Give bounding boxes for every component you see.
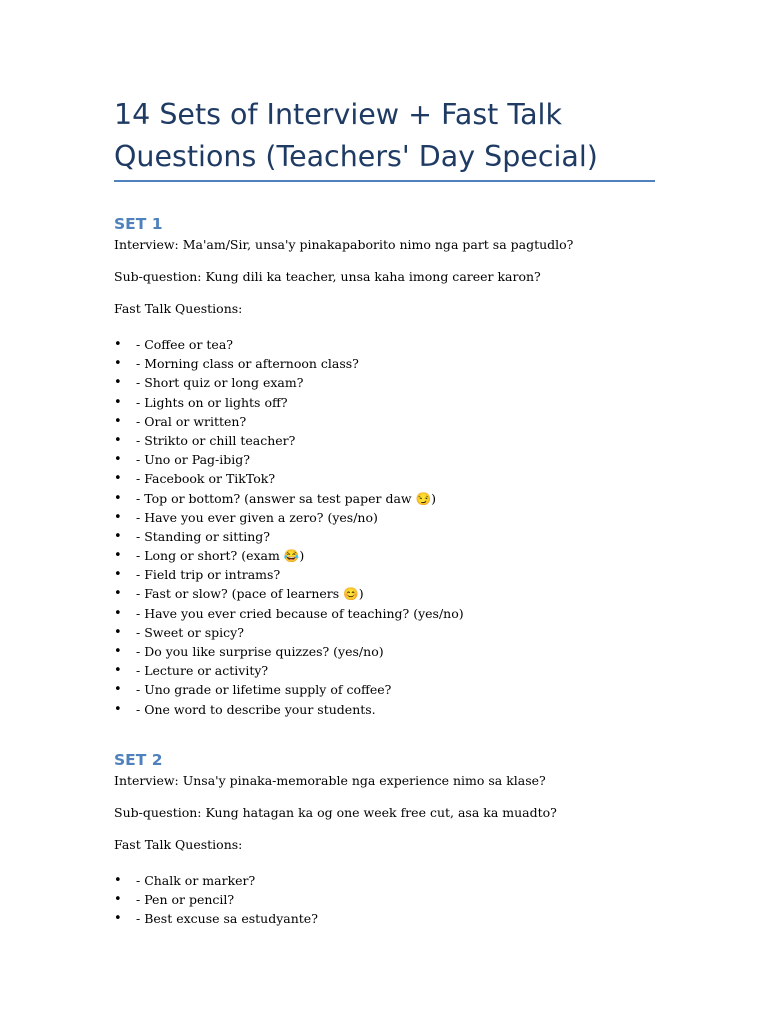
list-item (114, 335, 674, 354)
list-item-text: - Uno or Pag-ibig? (136, 452, 250, 468)
bullet-icon: • (114, 509, 122, 525)
list-item-text: - Chalk or marker? (136, 873, 256, 888)
list-item (114, 642, 674, 661)
bullet-icon: • (114, 471, 122, 487)
bullet-icon: • (114, 911, 122, 927)
list-item-text: - Pen or pencil? (136, 892, 235, 908)
bullet-icon: • (114, 873, 122, 888)
list-item-text: - Fast or slow? (pace of learners 😊) (136, 586, 364, 602)
list-item (114, 527, 674, 546)
list-item (114, 700, 674, 719)
list-item-text: - One word to describe your students. (136, 701, 376, 717)
list-item (114, 373, 674, 392)
bullet-icon: • (114, 605, 122, 621)
list-item-text: - Best excuse sa estudyante? (136, 911, 318, 927)
list-item-text: - Morning class or afternoon class? (136, 356, 359, 372)
list-item (114, 393, 674, 412)
bullet-icon: • (114, 663, 122, 679)
list-item (114, 661, 674, 680)
set-heading: SET 1 (114, 215, 163, 233)
list-item (114, 584, 674, 603)
fast-talk-label: Fast Talk Questions: (114, 301, 243, 316)
list-item-text: - Uno grade or lifetime supply of coffee? (136, 682, 392, 698)
list-item (114, 909, 674, 928)
list-item-text: - Facebook or TikTok? (136, 471, 276, 487)
list-item-text: - Coffee or tea? (136, 337, 233, 352)
interview-question: Interview: Unsa'y pinaka-memorable nga experience nimo sa klase? (114, 773, 546, 788)
bullet-icon: • (114, 644, 122, 659)
list-item (114, 469, 674, 488)
list-item (114, 546, 674, 565)
title-divider (114, 180, 655, 182)
bullet-icon: • (114, 337, 122, 352)
list-item-text: - Standing or sitting? (136, 528, 270, 544)
bullet-icon: • (114, 490, 122, 506)
fast-talk-label: Fast Talk Questions: (114, 837, 243, 852)
list-item-text: - Short quiz or long exam? (136, 375, 304, 391)
list-item-text: - Have you ever given a zero? (yes/no) (136, 509, 378, 525)
sub-question: Sub-question: Kung dili ka teacher, unsa kaha imong career karon? (114, 269, 541, 284)
bullet-icon: • (114, 413, 122, 429)
bullet-icon: • (114, 452, 122, 468)
interview-question: Interview: Ma'am/Sir, unsa'y pinakapaborito nimo nga part sa pagtudlo? (114, 237, 574, 252)
list-item-text: - Have you ever cried because of teaching? (yes/no) (136, 605, 464, 621)
bullet-icon: • (114, 394, 122, 410)
list-item (114, 508, 674, 527)
fast-talk-list (114, 335, 674, 719)
list-item (114, 680, 674, 699)
sub-question: Sub-question: Kung hatagan ka og one week free cut, asa ka muadto? (114, 805, 557, 820)
list-item (114, 412, 674, 431)
list-item (114, 565, 674, 584)
list-item (114, 431, 674, 450)
set-1-section (114, 213, 674, 719)
list-item-text: - Strikto or chill teacher? (136, 432, 296, 448)
list-item (114, 623, 674, 642)
list-item (114, 890, 674, 909)
set-heading: SET 2 (114, 751, 163, 769)
list-item-text: - Long or short? (exam 😂) (136, 548, 305, 564)
bullet-icon: • (114, 624, 122, 640)
bullet-icon: • (114, 548, 122, 564)
bullet-icon: • (114, 356, 122, 372)
bullet-icon: • (114, 375, 122, 391)
set-2-section (114, 749, 674, 929)
document-title: 14 Sets of Interview + Fast Talk Questions (Teachers' Day Special) (114, 98, 598, 173)
bullet-icon: • (114, 892, 122, 908)
list-item (114, 489, 674, 508)
list-item-text: - Do you like surprise quizzes? (yes/no) (136, 644, 384, 659)
list-item-text: - Top or bottom? (answer sa test paper daw 😏) (136, 490, 437, 506)
list-item (114, 604, 674, 623)
bullet-icon: • (114, 528, 122, 544)
fast-talk-list (114, 871, 674, 929)
list-item-text: - Oral or written? (136, 413, 247, 429)
bullet-icon: • (114, 432, 122, 448)
bullet-icon: • (114, 567, 122, 583)
list-item (114, 354, 674, 373)
list-item (114, 450, 674, 469)
list-item-text: - Sweet or spicy? (136, 624, 244, 640)
bullet-icon: • (114, 682, 122, 698)
list-item-text: - Field trip or intrams? (136, 567, 281, 583)
list-item (114, 871, 674, 890)
list-item-text: - Lights on or lights off? (136, 394, 288, 410)
bullet-icon: • (114, 586, 122, 602)
bullet-icon: • (114, 701, 122, 717)
list-item-text: - Lecture or activity? (136, 663, 269, 679)
